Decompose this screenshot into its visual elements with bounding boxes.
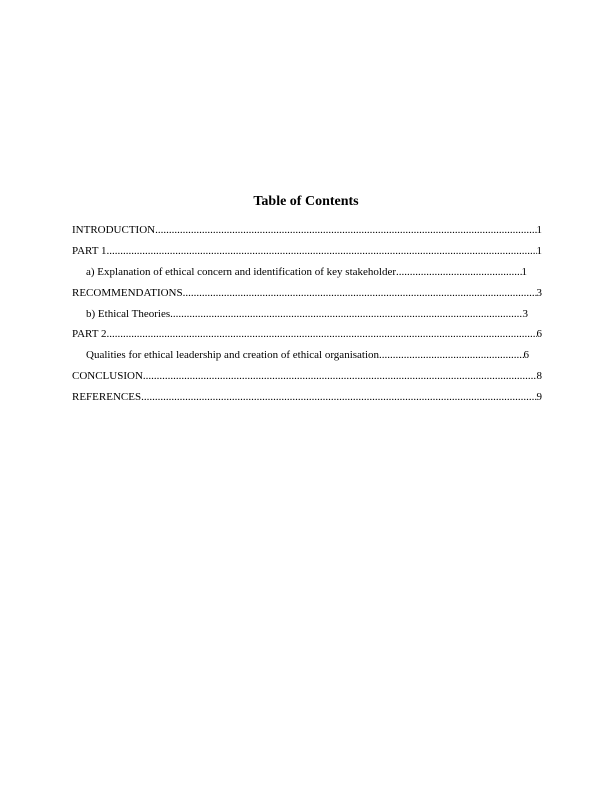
toc-entry-part-2[interactable] bbox=[72, 328, 542, 349]
toc-entry-page-number: 6 bbox=[523, 349, 529, 362]
toc-entry-ethical-leadership[interactable] bbox=[72, 349, 529, 370]
toc-entry-label: RECOMMENDATIONS bbox=[72, 286, 183, 299]
dot-leader bbox=[183, 287, 537, 300]
toc-entry-recommendations[interactable] bbox=[72, 287, 542, 308]
toc-entry-label: PART 2 bbox=[72, 328, 107, 341]
toc-entry-page-number: 3 bbox=[536, 286, 542, 299]
toc-entry-conclusion[interactable] bbox=[72, 370, 542, 391]
toc-entry-page-number: 1 bbox=[521, 265, 527, 278]
toc-title: Table of Contents bbox=[253, 194, 359, 209]
toc-entry-ethical-theories[interactable] bbox=[72, 308, 528, 329]
dot-leader bbox=[107, 328, 537, 341]
dot-leader bbox=[379, 349, 523, 362]
toc-entry-label: Qualities for ethical leadership and creation of ethical organisation bbox=[86, 349, 380, 362]
toc-entry-label: PART 1 bbox=[72, 244, 107, 257]
toc-entry-page-number: 6 bbox=[536, 328, 542, 341]
toc-entry-label: b) Ethical Theories bbox=[86, 307, 171, 320]
toc-entry-label: a) Explanation of ethical concern and identification of key stakeholder bbox=[86, 265, 397, 278]
dot-leader bbox=[107, 245, 537, 258]
toc-entry-introduction[interactable] bbox=[72, 224, 542, 245]
dot-leader bbox=[141, 391, 536, 404]
dot-leader bbox=[396, 266, 521, 279]
toc-entry-ethical-concern[interactable] bbox=[72, 266, 527, 287]
toc-entry-page-number: 1 bbox=[536, 244, 542, 257]
dot-leader bbox=[143, 370, 537, 383]
dot-leader bbox=[155, 224, 536, 237]
toc-entry-page-number: 8 bbox=[536, 370, 542, 383]
toc-entry-label: INTRODUCTION bbox=[72, 224, 156, 236]
toc-entry-part-1[interactable] bbox=[72, 245, 542, 266]
dot-leader bbox=[170, 308, 522, 321]
toc-entry-references[interactable] bbox=[72, 391, 542, 412]
toc-entry-page-number: 3 bbox=[522, 307, 528, 320]
toc-entry-page-number: 1 bbox=[536, 224, 542, 236]
toc-entry-label: REFERENCES bbox=[72, 391, 142, 404]
toc-entry-label: CONCLUSION bbox=[72, 370, 143, 383]
toc-entry-page-number: 9 bbox=[536, 391, 542, 404]
table-of-contents bbox=[72, 224, 542, 412]
